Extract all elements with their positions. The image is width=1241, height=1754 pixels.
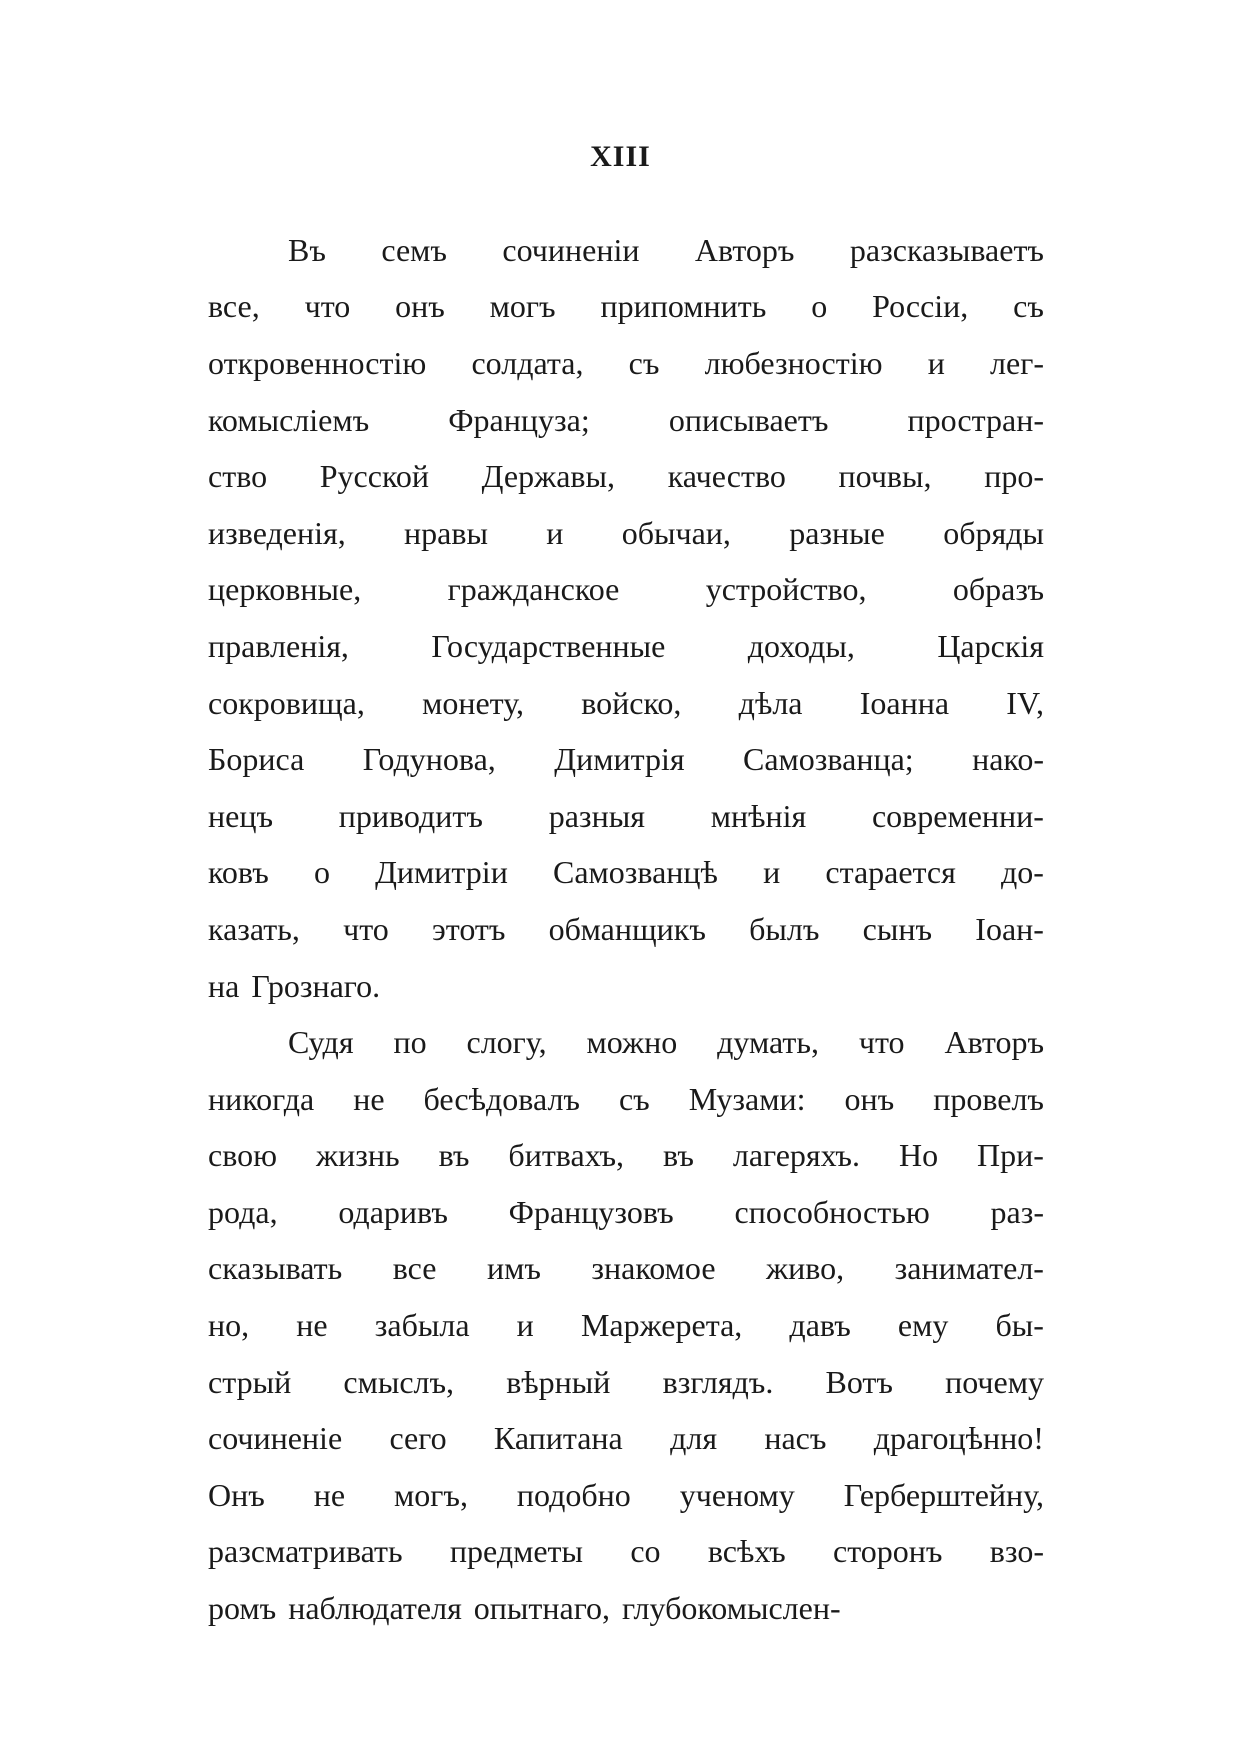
word: для — [670, 1420, 718, 1457]
text-line — [208, 901, 1044, 958]
word: лагеряхъ. — [732, 1137, 860, 1174]
word: Бориса — [208, 741, 305, 778]
text-line — [208, 505, 1044, 562]
word: обычаи, — [621, 514, 731, 551]
word: Россіи, — [872, 288, 969, 325]
word: разсматривать — [208, 1533, 403, 1570]
word: драгоцѣнно! — [873, 1420, 1044, 1457]
word: обманщикъ — [548, 910, 706, 947]
word: всѣхъ — [707, 1533, 786, 1570]
word: опытнаго, — [473, 1590, 611, 1627]
word: мнѣнія — [710, 797, 807, 834]
word: сторонъ — [833, 1533, 943, 1570]
word: разсказываетъ — [849, 231, 1044, 268]
word: о — [811, 288, 828, 325]
word: глубокомыслен- — [622, 1590, 841, 1627]
word: предметы — [449, 1533, 584, 1570]
word: имъ — [486, 1250, 541, 1287]
text-line — [208, 392, 1044, 449]
word: и — [927, 344, 945, 381]
text-line — [208, 1467, 1044, 1524]
word: но, — [208, 1307, 250, 1344]
word: бы- — [995, 1307, 1044, 1344]
word: не — [296, 1307, 328, 1344]
word: не — [313, 1476, 346, 1513]
word: вѣрный — [506, 1363, 611, 1400]
word: стрый — [208, 1363, 292, 1400]
word: церковные, — [208, 571, 362, 608]
text-line — [208, 448, 1044, 505]
word: и — [516, 1307, 534, 1344]
word: Самозванца; — [742, 741, 914, 778]
word: семъ — [381, 231, 447, 268]
word: смыслъ, — [343, 1363, 455, 1400]
word: онъ — [395, 288, 445, 325]
word: битвахъ, — [508, 1137, 625, 1174]
word: слогу, — [466, 1024, 547, 1061]
word: казать, — [208, 910, 300, 947]
word: Капитана — [493, 1420, 623, 1457]
word: Французовъ — [508, 1193, 674, 1230]
word: не — [353, 1080, 385, 1117]
word: гражданское — [447, 571, 620, 608]
word: что — [304, 288, 351, 325]
word: монету, — [422, 684, 525, 721]
text-line — [208, 1128, 1044, 1185]
text-line — [208, 1410, 1044, 1467]
text-line — [208, 1241, 1044, 1298]
word: Годунова, — [362, 741, 496, 778]
word: Іоан- — [975, 910, 1044, 947]
text-line — [208, 1014, 1044, 1071]
word: съ — [628, 344, 660, 381]
text-line — [208, 279, 1044, 336]
word: устройство, — [705, 571, 867, 608]
word: нецъ — [208, 797, 273, 834]
word: въ — [438, 1137, 470, 1174]
word: Но — [898, 1137, 939, 1174]
word: провелъ — [933, 1080, 1044, 1117]
word: о — [313, 854, 330, 891]
word: жизнь — [315, 1137, 400, 1174]
text-line — [208, 731, 1044, 788]
word: никогда — [208, 1080, 315, 1117]
word: на — [208, 967, 240, 1004]
text-line — [208, 335, 1044, 392]
word: Онъ — [208, 1476, 265, 1513]
word: лег- — [990, 344, 1044, 381]
word: съ — [618, 1080, 650, 1117]
word: нравы — [404, 514, 488, 551]
word: Авторъ — [694, 231, 795, 268]
word: образъ — [952, 571, 1044, 608]
word: занимател- — [894, 1250, 1044, 1287]
word: Грознаго. — [251, 967, 381, 1004]
word: обряды — [943, 514, 1044, 551]
word: доходы, — [747, 627, 855, 664]
word: со — [630, 1533, 661, 1570]
word: простран- — [907, 401, 1044, 438]
word: комысліемъ — [208, 401, 370, 438]
word: ство — [208, 458, 268, 495]
word: припомнить — [600, 288, 767, 325]
word: Въ — [288, 231, 326, 268]
word: качество — [667, 458, 786, 495]
text-line — [208, 222, 1044, 279]
word: Самозванцѣ — [552, 854, 718, 891]
word: Маржерета, — [580, 1307, 743, 1344]
word: Француза; — [448, 401, 590, 438]
word: и — [763, 854, 781, 891]
word: живо, — [766, 1250, 845, 1287]
word: ромъ — [208, 1590, 277, 1627]
word: сего — [389, 1420, 447, 1457]
text-line — [208, 1184, 1044, 1241]
text-line — [208, 1297, 1044, 1354]
word: былъ — [749, 910, 820, 947]
word: Русской — [319, 458, 429, 495]
word: старается — [825, 854, 956, 891]
word: наблюдателя — [288, 1590, 462, 1627]
word: почему — [945, 1363, 1044, 1400]
word: приводитъ — [338, 797, 483, 834]
word: войско, — [581, 684, 682, 721]
text-line — [208, 1524, 1044, 1581]
word: рода, — [208, 1193, 278, 1230]
word: съ — [1013, 288, 1044, 325]
word: Державы, — [481, 458, 616, 495]
text-line — [208, 1071, 1044, 1128]
word: Авторъ — [944, 1024, 1044, 1061]
word: все — [392, 1250, 437, 1287]
word: откровенностію — [208, 344, 427, 381]
word: правленія, — [208, 627, 349, 664]
word: могъ, — [394, 1476, 468, 1513]
word: что — [343, 910, 389, 947]
paragraph-1 — [208, 222, 1044, 1014]
word: свою — [208, 1137, 277, 1174]
word: Царскія — [937, 627, 1044, 664]
word: разныя — [548, 797, 645, 834]
word: думать, — [717, 1024, 819, 1061]
word: въ — [663, 1137, 694, 1174]
body-text — [208, 222, 1044, 1637]
word: Димитрія — [554, 741, 685, 778]
word: ученому — [679, 1476, 795, 1513]
word: сказывать — [208, 1250, 343, 1287]
page-number: XIII — [590, 140, 651, 173]
word: солдата, — [471, 344, 584, 381]
text-line — [208, 788, 1044, 845]
word: раз- — [990, 1193, 1044, 1230]
word: все, — [208, 288, 260, 325]
word: взо- — [989, 1533, 1044, 1570]
word: знакомое — [591, 1250, 716, 1287]
word: насъ — [764, 1420, 827, 1457]
word: изведенія, — [208, 514, 346, 551]
word: давъ — [789, 1307, 851, 1344]
word: IV, — [1006, 684, 1044, 721]
word: взглядъ. — [662, 1363, 774, 1400]
text-line — [208, 1580, 1044, 1637]
word: способностью — [734, 1193, 930, 1230]
word: современни- — [871, 797, 1044, 834]
word: Музами: — [688, 1080, 806, 1117]
text-line — [208, 618, 1044, 675]
word: могъ — [489, 288, 556, 325]
paragraph-2 — [208, 1014, 1044, 1637]
word: ему — [897, 1307, 949, 1344]
word: сочиненіе — [208, 1420, 343, 1457]
word: нако- — [972, 741, 1044, 778]
word: до- — [1001, 854, 1044, 891]
word: Іоанна — [859, 684, 950, 721]
word: сочиненіи — [502, 231, 640, 268]
word: сокровища, — [208, 684, 365, 721]
text-line — [208, 1354, 1044, 1411]
word: подобно — [516, 1476, 631, 1513]
word: этотъ — [432, 910, 506, 947]
text-line — [208, 562, 1044, 619]
word: бесѣдовалъ — [423, 1080, 580, 1117]
word: почвы, — [838, 458, 932, 495]
text-line — [208, 958, 1044, 1015]
text-line — [208, 845, 1044, 902]
word: Вотъ — [825, 1363, 893, 1400]
word: одаривъ — [338, 1193, 448, 1230]
word: При- — [977, 1137, 1044, 1174]
word: любезностію — [704, 344, 883, 381]
word: Государственные — [431, 627, 666, 664]
word: разные — [789, 514, 885, 551]
word: Димитріи — [375, 854, 508, 891]
word: можно — [586, 1024, 678, 1061]
word: ковъ — [208, 854, 269, 891]
word: и — [546, 514, 564, 551]
word: что — [858, 1024, 905, 1061]
word: забыла — [374, 1307, 470, 1344]
word: сынъ — [862, 910, 933, 947]
word: про- — [984, 458, 1044, 495]
word: онъ — [844, 1080, 895, 1117]
text-line — [208, 675, 1044, 732]
word: Судя — [288, 1024, 354, 1061]
word: дѣла — [738, 684, 803, 721]
word: Герберштейну, — [843, 1476, 1044, 1513]
word: описываетъ — [668, 401, 829, 438]
word: по — [393, 1024, 427, 1061]
